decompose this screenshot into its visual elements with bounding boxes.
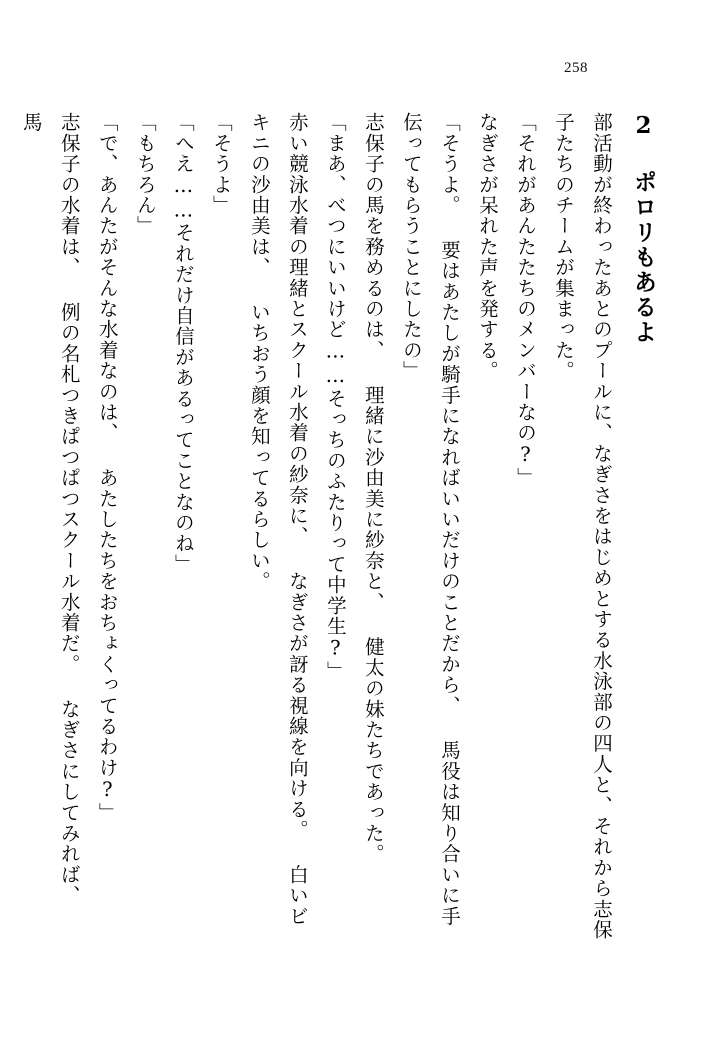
paragraph: 「で、あんたがそんな水着なのは、 あたしたちをおちょくってるわけ?」 [95,112,119,823]
paragraph: 「そうよ。 要はあたしが騎手になればいいだけのことだから、 馬役は知り合いに手伝ってもらうことにしたの」 [399,112,461,927]
paragraph: 「へえ……それだけ自信があるってことなのね」 [171,112,195,575]
paragraph: 「まあ、べつにいいけど……そっちのふたりって中学生?」 [323,112,347,682]
paragraph: 「それがあんたたちのメンバーなの?」 [513,112,537,489]
paragraph: 志保子の水着は、 例の名札つきぱつぱつスクール水着だ。 なぎさにしてみれば、 馬 [19,112,81,906]
paragraph: 「もちろん」 [133,112,157,237]
paragraph: 赤い競泳水着の理緒とスクール水着の紗奈に、 なぎさが訝る視線を向ける。 白いビキニの沙由美は、 いちおう顔を知ってるらしい。 [247,112,309,927]
page-number: 258 [564,60,588,76]
paragraph: 部活動が終わったあとのプールに、なぎさをはじめとする水泳部の四人と、それから志保子たちのチームが集まった。 [551,112,613,940]
paragraph: 「そうよ」 [209,112,233,216]
vertical-text-body [12,112,666,942]
paragraph: 志保子の馬を務めるのは、 理緒に沙由美に紗奈と、 健太の妹たちであった。 [361,112,385,865]
paragraph: なぎさが呆れた声を発する。 [475,112,499,382]
chapter-title: 2 ポロリもあるよ [630,112,657,345]
